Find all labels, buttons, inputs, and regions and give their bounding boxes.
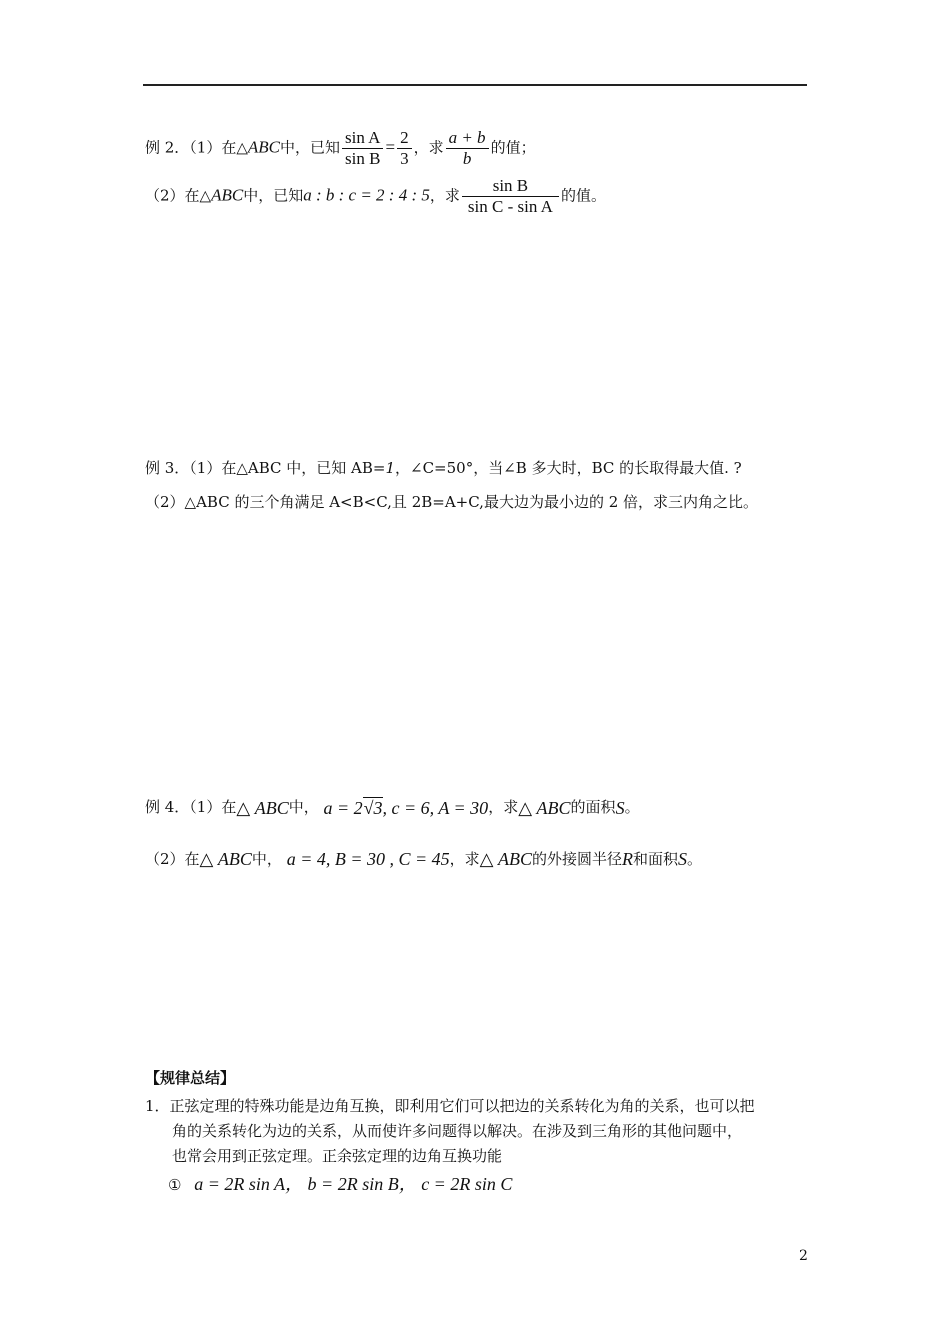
frac-denominator: sin B [342,148,383,169]
frac-denominator: 3 [397,148,412,169]
ex3-line1a: 例 3．（1）在△ABC 中，已知 AB= [145,459,386,477]
frac-numerator: sin A [345,128,381,147]
ex2-p2-tail: 的值。 [560,186,606,205]
ex2-part2 [145,176,606,217]
eq-a: a = 2 [323,798,363,818]
ex2-p2-label: （2）在△ [145,186,212,205]
frac-denominator: sin C - sin A [462,196,559,217]
ex2-p2-ask: ，求 [429,186,460,205]
ex4-part1 [145,790,640,825]
area-s: S [678,849,688,869]
ex2-tail: 的值； [490,138,536,157]
triangle-abc: △ ABC [199,849,252,869]
a-plus-b-fraction [446,128,489,169]
ex4-l1-area: 的面积 [570,798,616,816]
ex4-l1-label: 例 4．（1）在 [145,798,237,816]
abc-label: ABC [211,185,244,205]
ex3-part2 [145,492,758,512]
ex4-l1-ask: ，求 [488,798,519,816]
sin-fraction [462,176,559,217]
abc-label: ABC [247,137,281,157]
ex4-l2-end: 。 [687,850,703,868]
ex4-l2-label: （2）在 [145,850,200,868]
ex4-given-a [324,797,489,818]
ex2-p2-mid: 中，已知 [243,186,304,205]
ex3-line2: （2）△ABC 的三个角满足 A<B<C,且 2B=A+C,最大边为最小边的 2 倍，求三内角之比。 [145,493,759,511]
ex3-ab-value: 1 [385,459,396,477]
header-rule [143,84,807,86]
ex4-l1-end: 。 [624,798,640,816]
ex2-mid: 中，已知 [280,138,341,157]
triangle-abc: △ ABC [236,798,289,818]
circled-one: ① [168,1176,182,1194]
sin-ratio-fraction [342,128,383,169]
area-s: S [615,798,625,818]
two-thirds-fraction [397,128,412,169]
ex4-given-values: a = 4, B = 30 , C = 45 [286,849,450,869]
radius-r: R [622,849,634,869]
triangle-abc: △ ABC [518,798,571,818]
ex2-part1 [145,128,536,169]
ex4-l2-mid: 中， [251,850,282,868]
equals-sign: = [385,137,396,157]
ex4-l2-circ: 的外接圆半径 [532,850,623,868]
summary-formula-line [168,1174,512,1195]
summary-item1-line2: 角的关系转化为边的关系，从而使许多问题得以解决。在涉及到三角形的其他问题中， [172,1122,743,1140]
ex4-part2 [145,842,702,876]
ex2-label: 例 2．（1）在 [145,138,237,157]
summary-item1-line3: 也常会用到正弦定理。正余弦定理的边角互换功能 [172,1147,503,1165]
triangle-abc: △ ABC [479,849,532,869]
eq-rest: , c = 6, A = 30 [382,798,489,818]
frac-denominator: b [446,148,489,169]
side-ratio: a : b : c = 2 : 4 : 5 [303,185,430,205]
frac-numerator: sin B [492,176,529,195]
page-number: 2 [799,1248,808,1264]
triangle-symbol: △ [236,138,248,157]
summary-heading: 【规律总结】 [145,1069,236,1087]
frac-numerator: a + b [448,128,486,147]
frac-numerator: 2 [400,128,409,147]
ex3-line1c: ，∠C=50°，当∠B 多大时，BC 的长取得最大值. ? [395,459,742,477]
ex3-part1 [145,458,742,478]
sine-law-formula: a = 2R sin A， b = 2R sin B， c = 2R sin C [194,1174,513,1194]
ex4-l2-and: 和面积 [633,850,679,868]
sqrt-radicand: 3 [373,798,383,818]
ex4-l2-ask: ，求 [449,850,480,868]
ex2-ask: ，求 [413,138,444,157]
ex4-l1-mid: 中， [288,798,319,816]
summary-item1-line1: 1．正弦定理的特殊功能是边角互换，即利用它们可以把边的关系转化为角的关系，也可以把 [145,1097,755,1115]
sqrt-three: √3 [363,798,383,818]
